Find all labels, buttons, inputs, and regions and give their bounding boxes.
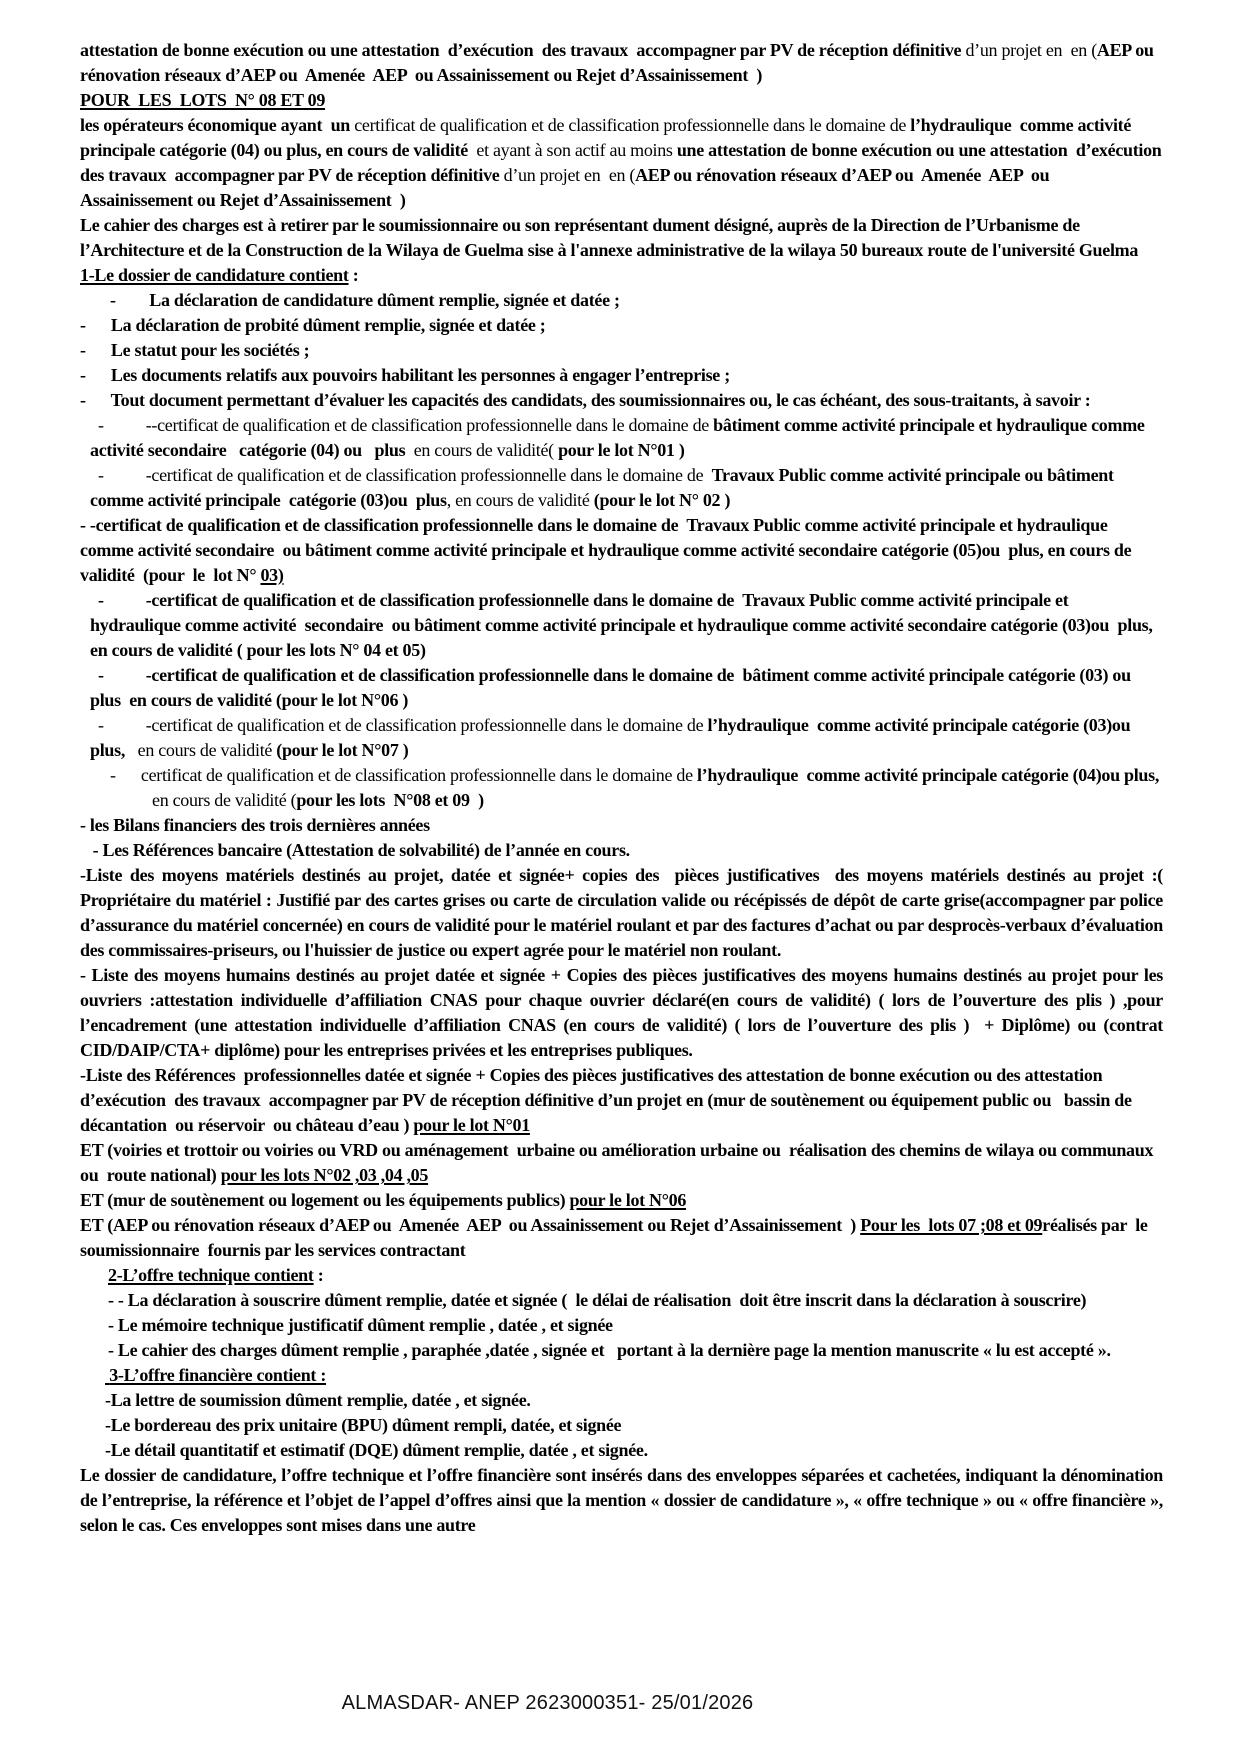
paragraph-21 [80,963,1168,1063]
text-segment: bâtiment comme activité principale et hydraulique comme activité secondaire catégorie (04) ou plus [90,415,1149,460]
text-segment: certificat de qualification et de classification professionnelle dans le domaine de [140,765,697,785]
text-segment: -La lettre de soumission dûment remplie, datée , et signée. [105,1390,531,1410]
text-segment: -certificat de qualification et de classification professionnelle dans le domaine de bâtiment comme activité principale catégorie (03) ou plus en cours de validité (pour le lot N°06 ) [90,665,1144,710]
text-segment: 03) [260,565,284,585]
text-segment: -Liste des Références professionnelles datée et signée + Copies des pièces justificatives des attestation de bonne exécution ou des attestation d’exécution des travaux accompagner par PV de réception définitive d’un projet en (mur de soutènement ou équipement public ou bassin de décantation ou réservoir ou château d’eau ) [80,1065,1141,1135]
text-segment: : [313,1265,324,1285]
text-segment: ET (voiries et trottoir ou voiries ou VRD ou aménagement urbaine ou amélioration urbaine ou réalisation des chemins de wilaya ou communaux ou route national) [80,1140,1158,1185]
paragraph-11 [80,413,1163,463]
paragraph-6 [80,288,1163,313]
text-segment: d’un projet en en ( [503,165,636,185]
text-segment: 1-Le dossier de candidature contient [80,265,349,285]
text-segment: certificat de qualification et de classification professionnelle dans le domaine de [354,115,911,135]
text-segment: - -certificat de qualification et de classification professionnelle dans le domaine de Travaux Public comme activité principale et hydraulique comme activité secondaire ou bâtiment comme activité principale et hydraulique comme activité secondaire catégorie (05)ou plus, en cours de validité (pour le lot N° [80,515,1136,585]
paragraph-22 [80,1063,1163,1138]
text-segment: -certificat de qualification et de classification professionnelle dans le domaine de Travaux Public comme activité principale et hydraulique comme activité secondaire ou bâtiment comme activité principale et hydraulique comme activité secondaire catégorie (03)ou plus, en cours de validité ( pour les lots N° 04 et 05) [90,590,1157,660]
paragraph-8 [80,338,1163,363]
paragraph-2 [80,88,1163,113]
text-segment: les opérateurs économique ayant un [80,115,355,135]
text-segment: attestation de bonne exécution ou une attestation d’exécution des travaux accompagner par PV de réception définitive [80,40,966,60]
text-segment: - [98,415,146,435]
text-segment: pour les lots N°02 ,03 ,04 ,05 [220,1165,429,1185]
text-segment: , en cours de validité [446,490,594,510]
text-segment: Le cahier des charges est à retirer par le soumissionnaire ou son représentant dument désigné, auprès de la Direction de l’Urbanisme de l’Architecture et de la Construction de la Wilaya de Guelma sise à l'annexe administrative de la wilaya 50 bureaux route de l'université Guelma [80,215,1139,260]
text-segment: l’hydraulique comme activité principale catégorie (04) ou plus, en cours de validité [80,115,1136,160]
text-segment: pour les lots N°08 et 09 ) [296,790,484,810]
text-segment: -Liste des moyens matériels destinés au projet, datée et signée+ copies des pièces justificatives des moyens matériels destinés au projet :( Propriétaire du matériel : Justifié par des cartes grises ou carte de circulation valide ou récépissés de dépôt de carte grise(accompagner par police d’assurance du matériel concernée) en cours de validité pour le matériel roulant et par des factures d’achat ou par desprocès-verbaux d’évaluation des commissaires-priseurs, ou l'huissier de justice ou expert agrée pour le matériel non roulant. [80,865,1168,960]
text-segment: 2-L’offre technique contient [108,1265,314,1285]
text-segment: pour le lot N°06 [569,1190,687,1210]
paragraph-34 [80,1463,1168,1538]
text-segment: - Liste des moyens humains destinés au projet datée et signée + Copies des pièces justificatives des moyens humains destinés au projet pour les ouvriers :attestation individuelle d’affiliation CNAS pour chaque ouvrier déclaré(en cours de validité) ( lors de l’ouverture des plis ) ,pour l’encadrement (une attestation individuelle d’affiliation CNAS (en cours de validité) ( lors de l’ouverture des plis ) + Diplôme) ou (contrat CID/DAIP/CTA+ diplôme) pour les entreprises privées et les entreprises publiques. [80,965,1168,1060]
text-segment: d’un projet en en ( [965,40,1097,60]
text-segment: ) [674,440,685,460]
paragraph-26 [80,1263,1163,1288]
text-segment: en cours de validité( [405,440,559,460]
paragraph-10 [80,388,1163,413]
text-segment: et ayant à son actif au moins [472,140,677,160]
paragraph-4 [80,213,1163,263]
paragraph-31 [80,1388,1163,1413]
paragraph-9 [80,363,1163,388]
text-segment: (pour le lot N°07 ) [276,740,409,760]
text-segment: --certificat de qualification et de classification professionnelle dans le domaine de [145,415,714,435]
text-segment: AEP ou rénovation réseaux d’AEP ou Amenée AEP ou Assainissement ou Rejet d’Assainissement ) [80,165,1053,210]
text-segment: - La déclaration de probité dûment remplie, signée et datée ; [80,315,546,335]
paragraph-27 [80,1288,1163,1313]
text-segment: - Les Références bancaire (Attestation de solvabilité) de l’année en cours. [80,840,630,860]
text-segment: - [98,465,146,485]
text-segment: AEP ou rénovation réseaux d’AEP ou Amenée AEP ou Assainissement ou Rejet d’Assainissement ) [80,40,1158,85]
paragraph-24 [80,1188,1163,1213]
text-segment: -certificat de qualification et de classification professionnelle dans le domaine de [145,465,712,485]
text-segment: : [348,265,359,285]
paragraph-29 [80,1338,1163,1363]
text-segment: - [110,765,141,785]
text-segment: en cours de validité [125,740,277,760]
text-segment: ET (AEP ou rénovation réseaux d’AEP ou Amenée AEP ou Assainissement ou Rejet d’Assainissement ) [80,1215,861,1235]
paragraph-18 [80,813,1163,838]
paragraph-30 [80,1363,1163,1388]
text-segment: réalisés par le soumissionnaire fournis par les services contractant [80,1215,1152,1260]
paragraph-5 [80,263,1163,288]
paragraph-19 [80,838,1163,863]
paragraph-28 [80,1313,1163,1338]
text-segment: - Le statut pour les sociétés ; [80,340,310,360]
text-segment: 3-L’offre financière contient : [105,1365,327,1385]
paragraph-14 [80,588,1163,663]
text-segment: ET (mur de soutènement ou logement ou les équipements publics) [80,1190,570,1210]
text-segment: -certificat de qualification et de classification professionnelle dans le domaine de [145,715,708,735]
text-segment: Travaux Public comme activité principale ou bâtiment comme activité principale catégorie (03)ou plus [90,465,1118,510]
paragraph-3 [80,113,1170,213]
paragraph-7 [80,313,1163,338]
text-segment: - Le mémoire technique justificatif dûment remplie , datée , et signée [108,1315,613,1335]
text-segment: - les Bilans financiers des trois dernières années [80,815,430,835]
text-segment: l’hydraulique comme activité principale catégorie (04)ou plus, [696,765,1160,785]
text-segment: - [98,715,146,735]
text-segment: pour le lot N°01 [558,440,675,460]
text-segment: l’hydraulique comme activité principale catégorie (03)ou plus, [90,715,1135,760]
paragraph-23 [80,1138,1163,1188]
text-segment: POUR LES LOTS N° 08 ET 09 [80,90,326,110]
text-segment: - Tout document permettant d’évaluer les capacités des candidats, des soumissionnaires ou, le cas échéant, des sous-traitants, à savoir : [80,390,1091,410]
text-segment: une attestation de bonne exécution ou une attestation d’exécution des travaux accompagner par PV de réception définitive [80,140,1170,185]
text-segment: (pour le lot N° 02 ) [593,490,731,510]
paragraph-25 [80,1213,1163,1263]
document-text-body [80,38,1172,1538]
text-segment: - Les documents relatifs aux pouvoirs habilitant les personnes à engager l’entreprise ; [80,365,730,385]
text-segment: Pour les lots 07 ;08 et 09 [860,1215,1043,1235]
paragraph-12 [80,463,1163,513]
text-segment: - [98,665,146,685]
text-segment: pour le lot N°01 [413,1115,530,1135]
text-segment: - [98,590,146,610]
paragraph-33 [80,1438,1163,1463]
paragraph-17 [80,763,1172,813]
footer-publication-note: ALMASDAR- ANEP 2623000351- 25/01/2026 [341,1692,754,1714]
paragraph-20 [80,863,1168,963]
text-segment: - - La déclaration à souscrire dûment remplie, datée et signée ( le délai de réalisation doit être inscrit dans la déclaration à souscrire) [108,1290,1087,1310]
paragraph-1 [80,38,1163,88]
text-segment: - La déclaration de candidature dûment remplie, signée et datée ; [110,290,620,310]
paragraph-15 [80,663,1163,713]
text-segment: - Le cahier des charges dûment remplie , paraphée ,datée , signée et portant à la dernière page la mention manuscrite « lu est accepté ». [108,1340,1111,1360]
text-segment: -Le détail quantitatif et estimatif (DQE) dûment remplie, datée , et signée. [105,1440,648,1460]
text-segment: en cours de validité ( [152,765,1172,810]
paragraph-16 [80,713,1163,763]
paragraph-13 [80,513,1163,588]
paragraph-32 [80,1413,1163,1438]
text-segment: -Le bordereau des prix unitaire (BPU) dûment rempli, datée, et signée [105,1415,622,1435]
text-segment: Le dossier de candidature, l’offre technique et l’offre financière sont insérés dans des enveloppes séparées et cachetées, indiquant la dénomination de l’entreprise, la référence et l’objet de l’appel d’offres ainsi que la mention « dossier de candidature », « offre technique » ou « offre financière », selon le cas. Ces enveloppes sont mises dans une autre [80,1465,1168,1535]
